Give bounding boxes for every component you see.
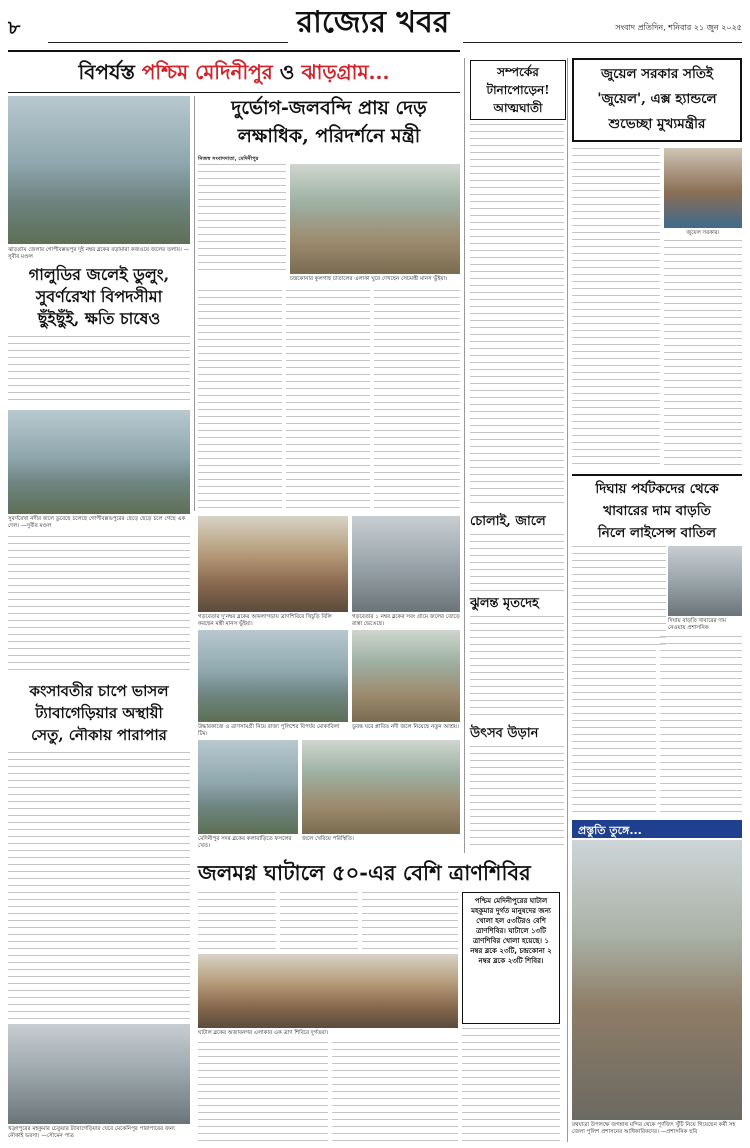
digha-body-3 — [660, 636, 742, 814]
preparation-label-text: প্রস্তুতি তুঙ্গে... — [578, 824, 642, 837]
kangsabati-photo — [8, 1024, 190, 1124]
galudih-photo-caption: সুবর্ণরেখা নদীর জলে ডুবেছে চলেছে গোপীবল্লভপুরের ছেড়ে ছেড়ে চলে গেছে এক দেল। —সুবীর মণ্ডল — [8, 516, 186, 529]
galudih-headline — [8, 264, 190, 330]
grid-photo-2 — [352, 516, 460, 612]
jewel-headline-line1: জুয়েল সরকার সতিই — [601, 66, 713, 82]
column-divider-3 — [567, 58, 568, 1142]
section-title: রাজ্যের খবর — [296, 5, 450, 40]
kangsabati-body — [8, 752, 190, 1020]
festival-headline: উৎসব উড়ান — [470, 726, 539, 741]
galudih-headline-line3: ছুঁইছুঁই, ক্ষতি চাষেও — [37, 309, 161, 328]
lead-photo — [290, 164, 460, 274]
relationship-headline-line3: আত্মঘাতী — [493, 101, 543, 115]
galudih-body — [8, 336, 190, 406]
ghatal-body-3 — [362, 892, 458, 950]
lead-body-col4 — [374, 290, 460, 508]
cholai-body — [470, 534, 564, 592]
ghatal-body-6 — [462, 1028, 560, 1142]
kangsabati-headline-line3: সেতু, নৌকায় পারাপার — [31, 726, 167, 744]
kangsabati-headline-line2: ট্যাবাগেড়িয়ার অস্থায়ী — [35, 704, 163, 722]
lead-headline-line2: লক্ষাধিক, পরিদর্শনে মন্ত্রী — [237, 125, 421, 147]
lead-headline — [198, 94, 460, 150]
lead-body-col1 — [198, 164, 286, 274]
grid-photo-1 — [198, 516, 348, 612]
grid-caption-1: গড়বেতার দু'নম্বর ব্লকের আমলাগড়ায় ত্রাণশিবিরে খিচুড়ি বিলি করছেন মন্ত্রী মানস ভুঁইয়া। — [198, 614, 332, 627]
column-divider-2 — [464, 58, 465, 853]
relationship-body — [470, 124, 564, 504]
digha-photo — [668, 546, 742, 616]
digha-headline-line1: দিঘায় পর্যটকদের থেকে — [595, 481, 719, 497]
column-divider-1 — [194, 96, 195, 511]
preparation-label — [572, 820, 742, 838]
digha-body-2 — [572, 650, 656, 814]
jewel-body-1 — [572, 148, 660, 468]
region-banner — [8, 50, 460, 93]
festival-body — [470, 746, 564, 850]
jewel-body-2 — [664, 240, 742, 468]
jewel-headline-line3: শুভেচ্ছা মুখ্যমন্ত্রীর — [608, 116, 706, 132]
banner-prefix: বিপর্যস্ত — [78, 60, 135, 84]
lead-body-col2 — [198, 290, 282, 508]
jewel-headline-line2: 'জুয়েল', এক্স হ্যান্ডলে — [597, 91, 717, 107]
cholai-headline: চোলাই, জালে — [470, 514, 546, 529]
preparation-photo-caption: রথযাত্রা উপলক্ষে জগন্নাথ মন্দির থেকে পূর্ণজিৎ খুঁটি নিয়ে গিয়েছেন কর্মী সহ জেলা পুলিশ প্রশাসনের আধিকারিকদের। —প্রশাসনিক ছবি — [572, 1122, 736, 1135]
left-top-photo-caption: ঝাড়গ্রাম জেলার গোপীবল্লভপুর দুই নম্বর ব্লকের বড়ামারা কজওয়ে জলের তলায়। —সুবীর মণ্ডল — [8, 247, 190, 260]
relationship-headline — [470, 60, 566, 120]
body-story-text — [470, 616, 564, 716]
grid-photo-4 — [352, 630, 460, 722]
ghatal-headline: জলমগ্ন ঘাটালে ৫০-এর বেশি ত্রাণশিবির — [198, 860, 531, 885]
digha-headline — [572, 474, 742, 544]
lead-byline: নিজস্ব সংবাদদাতা, মেদিনীপুর — [198, 156, 259, 162]
jewel-photo-caption: জুয়েল সরকার। — [686, 230, 720, 236]
relationship-headline-line1: সম্পর্কের — [497, 65, 539, 79]
ghatal-photo-caption: ঘাটাল ব্লকের অজাবনগর এলাকার এক ত্রাণ শিবিরে দুর্গতরা। — [198, 1030, 328, 1036]
grid-caption-3: উদ্ধারকাজে ও ত্রাণসামগ্রী নিয়ে রাজ্য পুলিশের বিপর্যয় মোকাবিলা টিম। — [198, 724, 340, 737]
lead-body-col3 — [286, 290, 370, 508]
galudih-headline-line2: সুবর্ণরেখা বিপদসীমা — [35, 287, 163, 306]
digha-photo-caption: দিঘায় বাড়তি খাবারের দাম নেওয়ায় প্রশাসনিক — [668, 618, 726, 631]
digha-body-1 — [572, 546, 666, 646]
kangsabati-photo-caption: খড়্গপুরের মহকুমার চেতুয়ার ট্যাবাগেড়িয়ার ঘেরে মেকেনিপুর পারাপারের জন্য নৌকাই ভরসা। —সৌমেন পাত্র — [8, 1126, 175, 1139]
masthead — [8, 4, 742, 44]
galudih-body-2 — [8, 536, 190, 672]
left-top-photo — [8, 96, 190, 244]
galudih-photo — [8, 410, 190, 514]
jewel-headline-box — [572, 58, 742, 142]
kangsabati-headline — [8, 680, 190, 746]
body-headline: ঝুলন্ত মৃতদেহ — [470, 596, 539, 611]
grid-caption-4: ডুবন্ত ঘরে প্লাবিত নদী জলে নিয়েছে নতুন আশ্রয়। — [352, 724, 460, 730]
grid-caption-2: গড়বেতার ১ নম্বর ব্লকের সবং গ্রামে জলের তোড়ে রাস্তা ভেঙেছে। — [352, 614, 460, 627]
ghatal-callout-text: পশ্চিম মেদিনীপুরের ঘাটাল মহকুমার দুর্গত মানুষদের জন্য খোলা হল ৫৩টিরও বেশি ত্রাণশিবির। ঘাটালে ১৩টি ত্রাণশিবির খোলা হয়েছে। ১ নম্বর ব্লকে ২৩টি, চন্দ্রকোনা ২ নম্বর ব্লকে ২৩টি শিবির। — [470, 897, 552, 965]
grid-photo-3 — [198, 630, 348, 722]
galudih-headline-line1: গালুডির জলেই ডুলুং, — [28, 265, 170, 284]
grid-caption-6: জলে খেরিয়ে পরিস্থিতি। — [302, 836, 354, 842]
lead-headline-line1: দুর্ভোগ-জলবন্দি প্রায় দেড় — [231, 97, 427, 119]
relationship-headline-line2: টানাপোড়েন! — [486, 83, 550, 97]
digha-headline-line3: নিলে লাইসেন্স বাতিল — [597, 525, 717, 541]
masthead-rule-right — [463, 42, 742, 43]
ghatal-body-1 — [198, 892, 276, 950]
preparation-photo — [572, 840, 742, 1120]
jewel-photo — [664, 148, 742, 228]
digha-headline-line2: খাবারের দাম বাড়তি — [603, 503, 711, 519]
ghatal-body-2 — [280, 892, 358, 950]
grid-caption-5: মেদিনীপুর সদর ব্লকের কলাবাড়িতে ফসলের খেত। — [198, 836, 292, 849]
ghatal-body-5 — [332, 1042, 458, 1142]
banner-place2: ঝাড়গ্রাম... — [301, 60, 390, 84]
date-line: সংবাদ প্রতিদিন, শনিবার ২১ জুন ২০২৫ — [615, 23, 742, 32]
grid-photo-5 — [198, 740, 298, 834]
ghatal-body-4 — [198, 1042, 328, 1142]
page-number: ৮ — [8, 17, 21, 39]
kangsabati-headline-line1: কংসাবতীর চাপে ভাসল — [29, 682, 169, 700]
masthead-rule-left — [48, 42, 288, 43]
grid-photo-6 — [302, 740, 460, 834]
ghatal-photo — [198, 954, 458, 1028]
lead-photo-caption: চন্দ্রকোনার কুলগাছ চাতালের এলাকা ঘুরে দেখছেন সেচমন্ত্রী মানস ভুঁইয়া। — [290, 276, 448, 282]
banner-place1: পশ্চিম মেদিনীপুর — [141, 60, 273, 84]
banner-and: ও — [279, 60, 295, 84]
ghatal-callout — [462, 892, 560, 1024]
